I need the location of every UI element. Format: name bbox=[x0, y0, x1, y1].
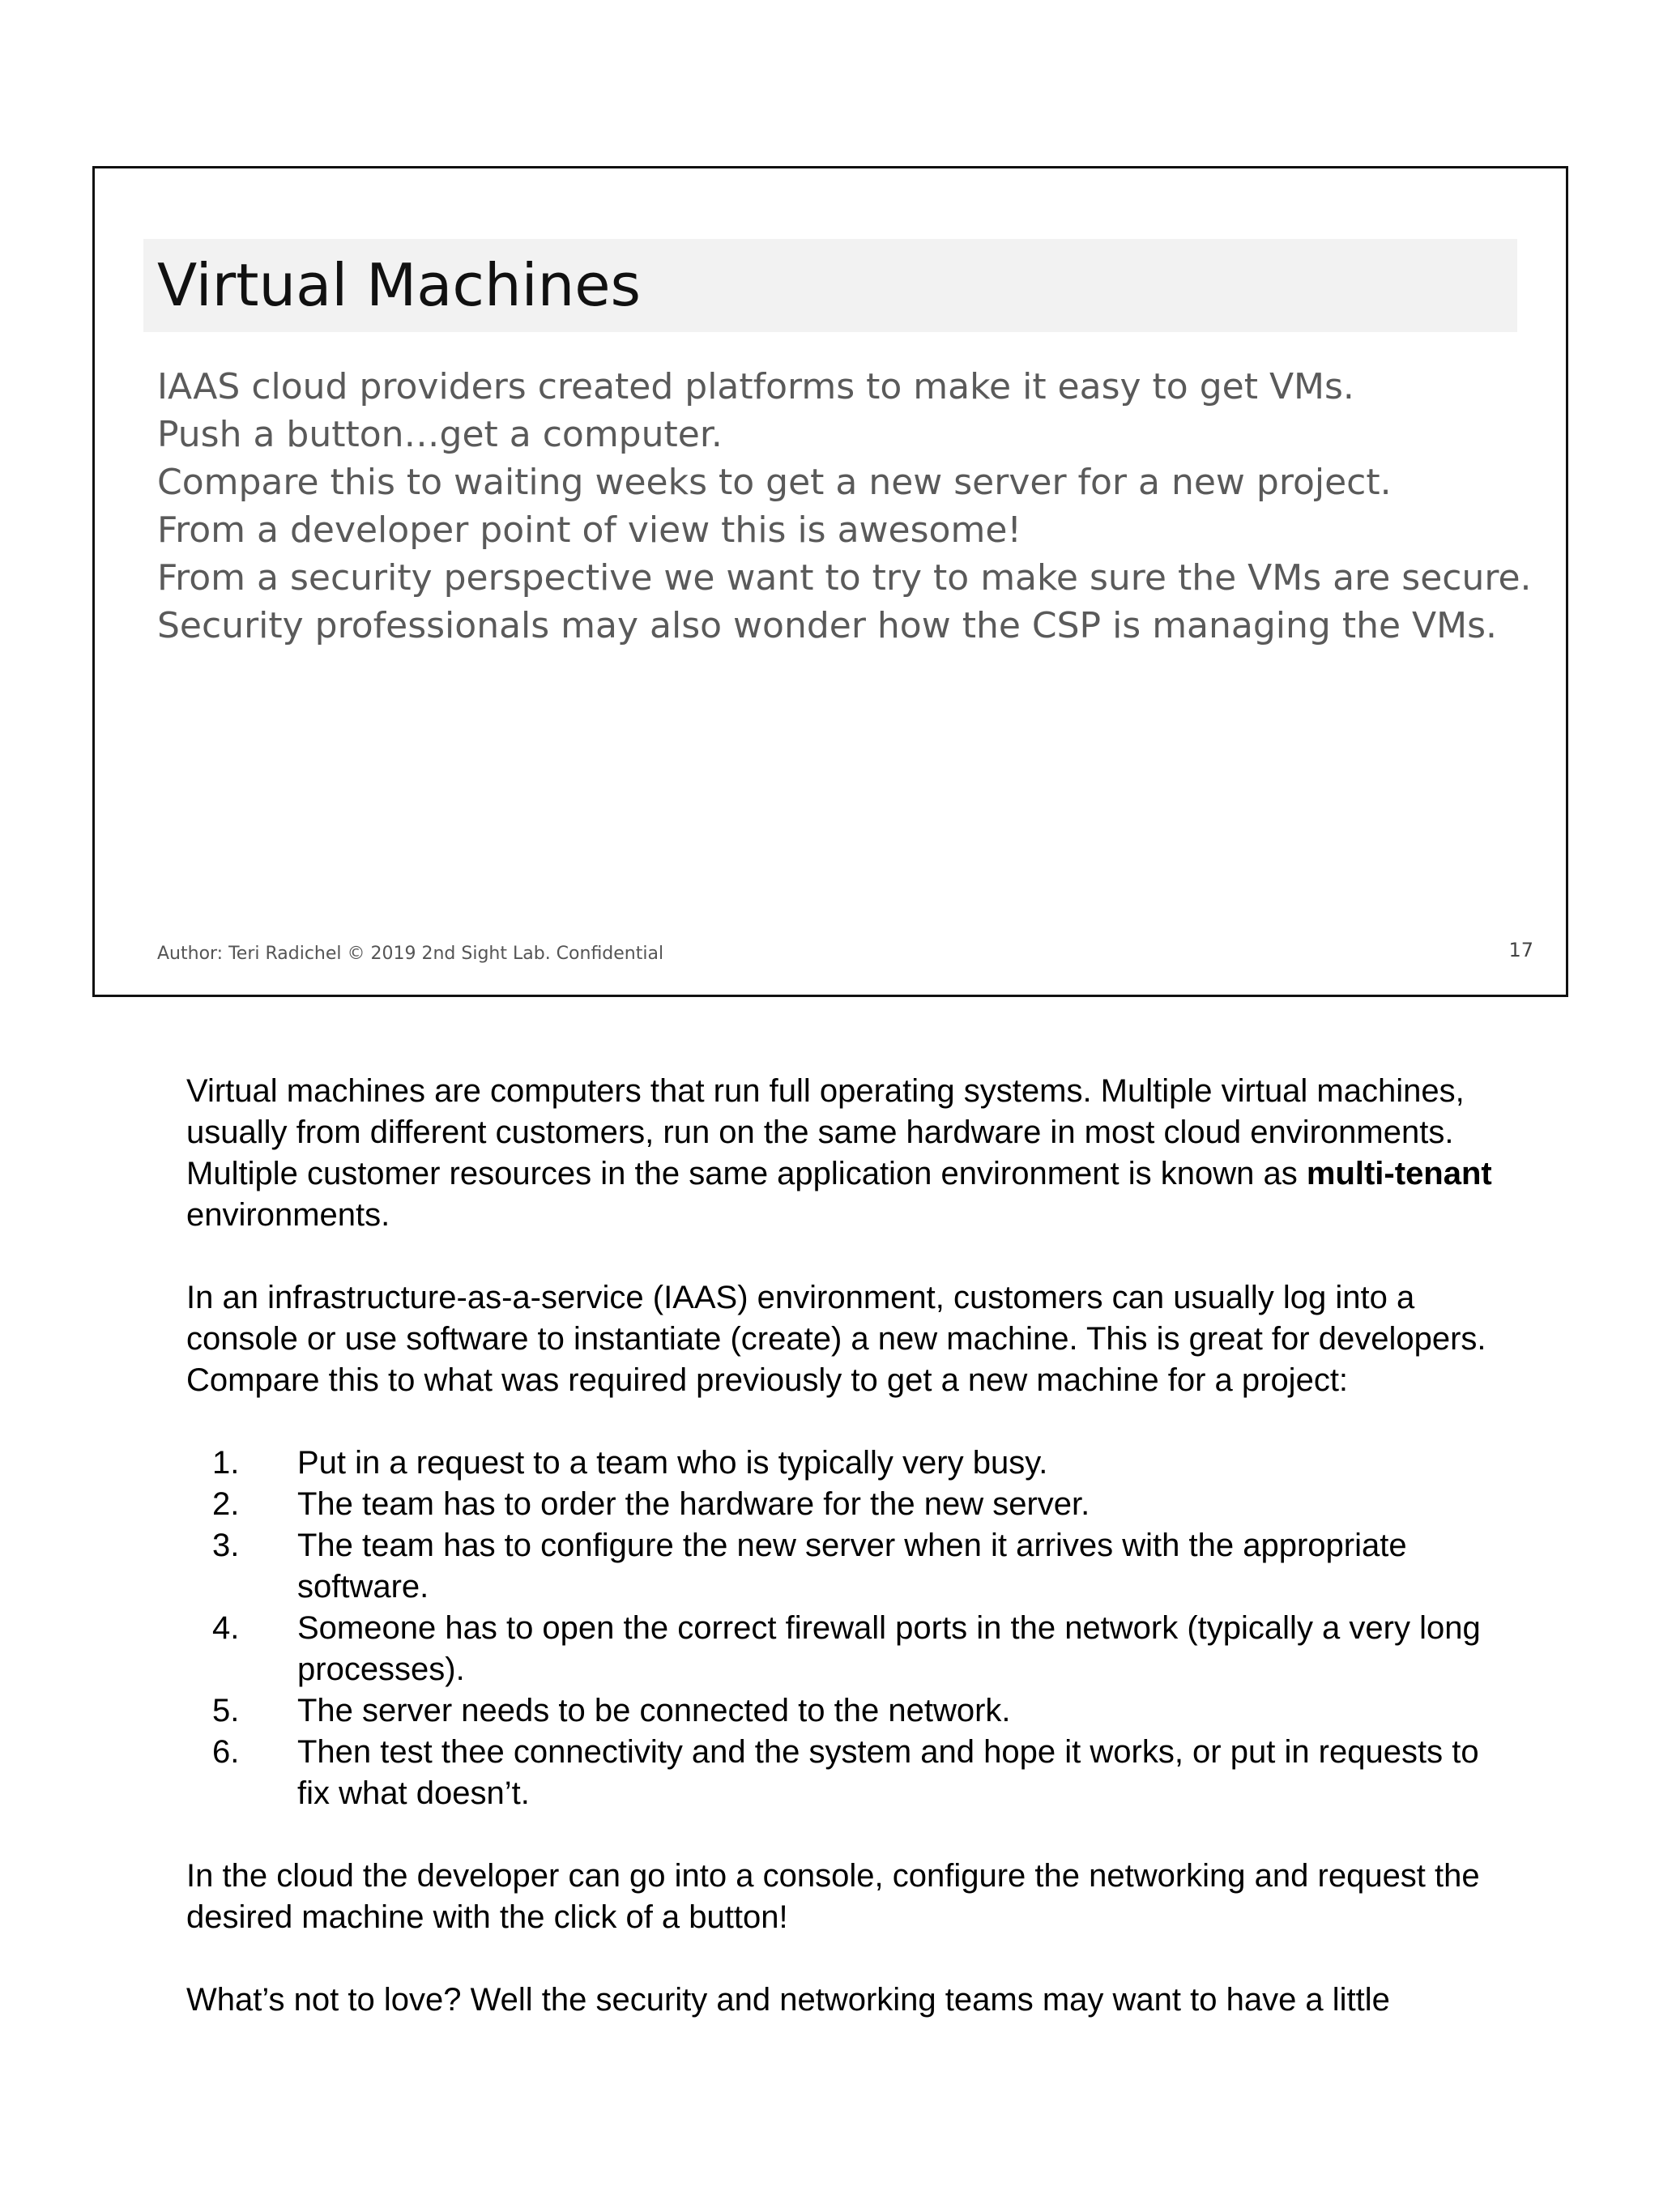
slide-bullet: From a security perspective we want to try to make sure the VMs are secure. bbox=[157, 557, 1532, 599]
slide-bullet: IAAS cloud providers created platforms to make it easy to get VMs. bbox=[157, 366, 1354, 407]
list-item bbox=[186, 1443, 1499, 1484]
list-number: 2. bbox=[212, 1486, 240, 1522]
notes-bold-term: multi-tenant bbox=[1306, 1156, 1492, 1191]
list-item-text: The team has to order the hardware for the new server. bbox=[297, 1486, 1090, 1522]
list-item-text: Someone has to open the correct firewall ports in the network (typically a very long processes). bbox=[297, 1610, 1481, 1687]
notes-paragraph bbox=[186, 1071, 1499, 1236]
speaker-notes bbox=[186, 1071, 1499, 2062]
notes-text: Virtual machines are computers that run full operating systems. Multiple virtual machines, usually from different customers, run on the same hardware in most cloud environments. Multiple customer resources in the same application environment is known as bbox=[186, 1073, 1465, 1191]
list-item bbox=[186, 1608, 1499, 1690]
notes-paragraph: In the cloud the developer can go into a console, configure the networking and request the desired machine with the click of a button! bbox=[186, 1858, 1480, 1935]
list-item-text: Put in a request to a team who is typically very busy. bbox=[297, 1445, 1048, 1481]
slide-title: Virtual Machines bbox=[157, 251, 642, 319]
list-item-text: The team has to configure the new server when it arrives with the appropriate software. bbox=[297, 1528, 1407, 1605]
list-item-text: Then test thee connectivity and the system and hope it works, or put in requests to fix what doesn’t. bbox=[297, 1734, 1479, 1811]
slide-bullet: From a developer point of view this is awesome! bbox=[157, 509, 1022, 551]
slide-footer: Author: Teri Radichel © 2019 2nd Sight Lab. Confidential bbox=[157, 944, 664, 964]
list-number: 4. bbox=[212, 1610, 240, 1646]
list-number: 6. bbox=[212, 1734, 240, 1770]
list-number: 3. bbox=[212, 1528, 240, 1563]
notes-paragraph: What’s not to love? Well the security and networking teams may want to have a little bbox=[186, 1982, 1390, 2018]
notes-text: environments. bbox=[186, 1197, 390, 1233]
slide bbox=[92, 166, 1568, 997]
list-item-text: The server needs to be connected to the network. bbox=[297, 1693, 1011, 1728]
slide-bullet: Push a button…get a computer. bbox=[157, 414, 723, 455]
slide-number: 17 bbox=[1508, 939, 1533, 961]
slide-title-bar bbox=[143, 239, 1517, 332]
list-item bbox=[186, 1525, 1499, 1608]
list-number: 5. bbox=[212, 1693, 240, 1728]
slide-bullet: Security professionals may also wonder how the CSP is managing the VMs. bbox=[157, 605, 1497, 646]
steps-list bbox=[186, 1443, 1499, 1814]
notes-paragraph: In an infrastructure-as-a-service (IAAS) environment, customers can usually log into a console or use software to instantiate (create) a new machine. This is great for developers. Compare this to what was required previously to get a new machine for a project: bbox=[186, 1280, 1486, 1398]
slide-bullet: Compare this to waiting weeks to get a new server for a new project. bbox=[157, 462, 1392, 503]
list-item bbox=[186, 1690, 1499, 1732]
list-item bbox=[186, 1732, 1499, 1814]
list-number: 1. bbox=[212, 1445, 240, 1481]
list-item bbox=[186, 1484, 1499, 1525]
